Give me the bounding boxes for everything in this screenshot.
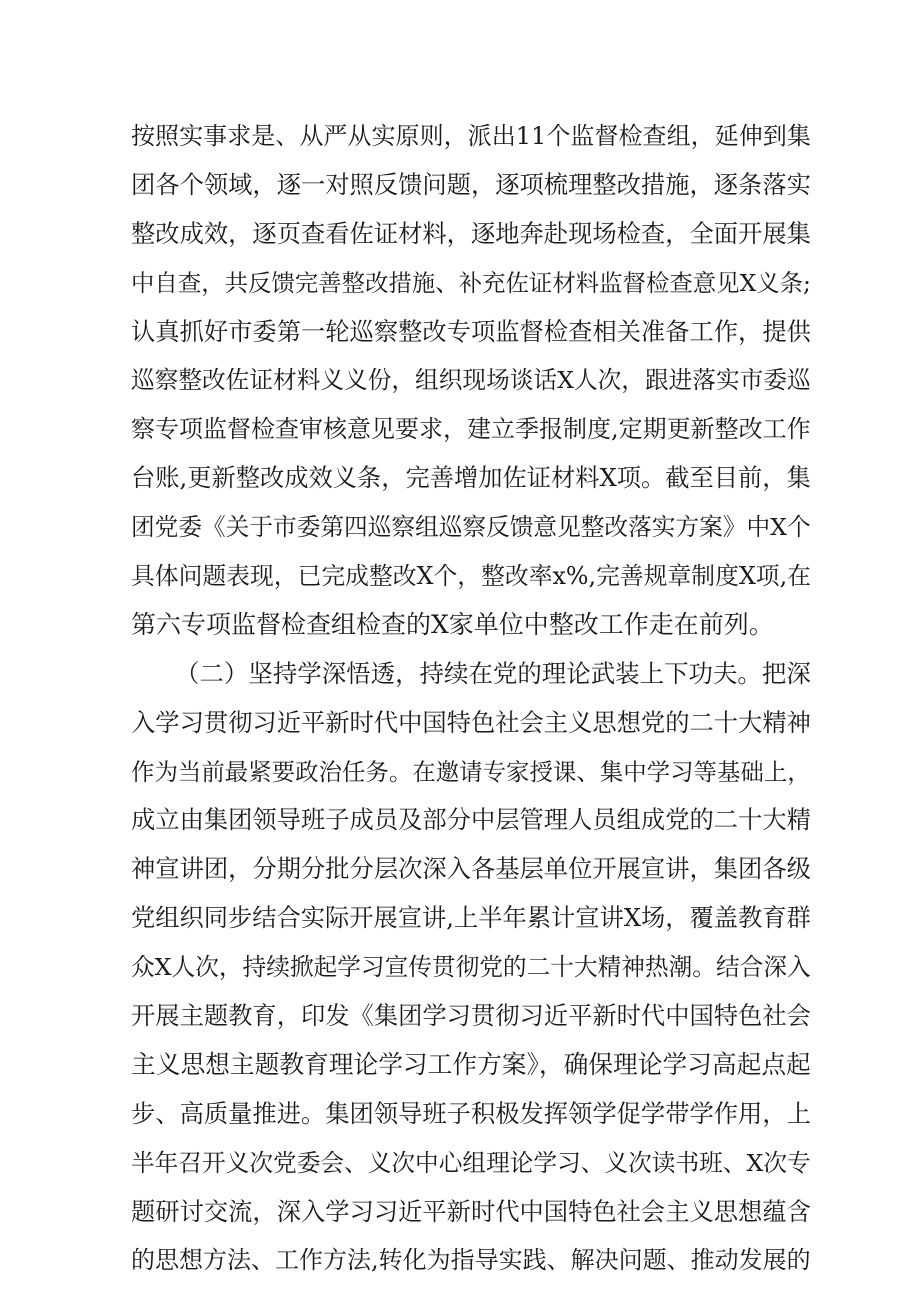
text-line: 按照实事求是、从严从实原则，派出11个监督检查组，延伸到集 — [131, 122, 811, 150]
text-line: 第六专项监督检查组检查的X家单位中整改工作走在前列。 — [131, 609, 774, 639]
text-line: 巡察整改佐证材料义义份，组织现场谈话X人次，跟进落实市委巡 — [131, 366, 811, 395]
text-line: 察专项监督检查审核意见要求，建立季报制度,定期更新整改工作 — [131, 415, 811, 444]
text-line: 中自查，共反馈完善整改措施、补充佐证材料监督检查意见X义条; — [131, 268, 811, 297]
text-line: 神宣讲团，分期分批分层次深入各基层单位开展宣讲，集团各级 — [131, 854, 811, 884]
text-line: 众X人次，持续掀起学习宣传贯彻党的二十大精神热潮。结合深入 — [131, 953, 811, 982]
text-line: 的思想方法、工作方法,转化为指导实践、解决问题、推动发展的 — [131, 1246, 811, 1275]
text-line: 成立由集团领导班子成员及部分中层管理人员组成党的二十大精 — [131, 805, 811, 835]
text-line: 具体问题表现，已完成整改X个，整改率x%,完善规章制度X项,在 — [131, 562, 811, 591]
text-line: 主义思想主题教育理论学习工作方案》，确保理论学习高起点起 — [131, 1049, 811, 1079]
body-text — [131, 112, 811, 1285]
text-line: 整改成效，逐页查看佐证材料，逐地奔赴现场检查，全面开展集 — [131, 218, 811, 248]
text-line: 步、高质量推进。集团领导班子积极发挥领学促学带学作用，上 — [131, 1098, 811, 1128]
text-line: 开展主题教育，印发《集团学习贯彻习近平新时代中国特色社会 — [131, 1001, 811, 1031]
text-line: 台账,更新整改成效义条，完善增加佐证材料X项。截至目前，集 — [131, 463, 811, 493]
text-line: 半年召开义次党委会、义次中心组理论学习、义次读书班、X次专 — [131, 1148, 811, 1177]
text-line: 作为当前最紧要政治任务。在邀请专家授课、集中学习等基础上， — [131, 757, 811, 786]
text-line: 题研讨交流，深入学习习近平新时代中国特色社会主义思想蕴含 — [131, 1196, 811, 1226]
text-line: 团各个领域，逐一对照反馈问题，逐项梳理整改措施，逐条落实 — [131, 169, 811, 199]
text-line: 团党委《关于市委第四巡察组巡察反馈意见整改落实方案》中X个 — [131, 513, 811, 542]
text-line: 党组织同步结合实际开展宣讲,上半年累计宣讲X场，覆盖教育群 — [131, 903, 811, 933]
section-heading-line: （二）坚持学深悟透，持续在党的理论武装上下功夫。把深 — [175, 658, 811, 688]
text-line: 入学习贯彻习近平新时代中国特色社会主义思想党的二十大精神 — [131, 707, 811, 737]
text-line: 认真抓好市委第一轮巡察整改专项监督检查相关准备工作，提供 — [131, 316, 811, 346]
